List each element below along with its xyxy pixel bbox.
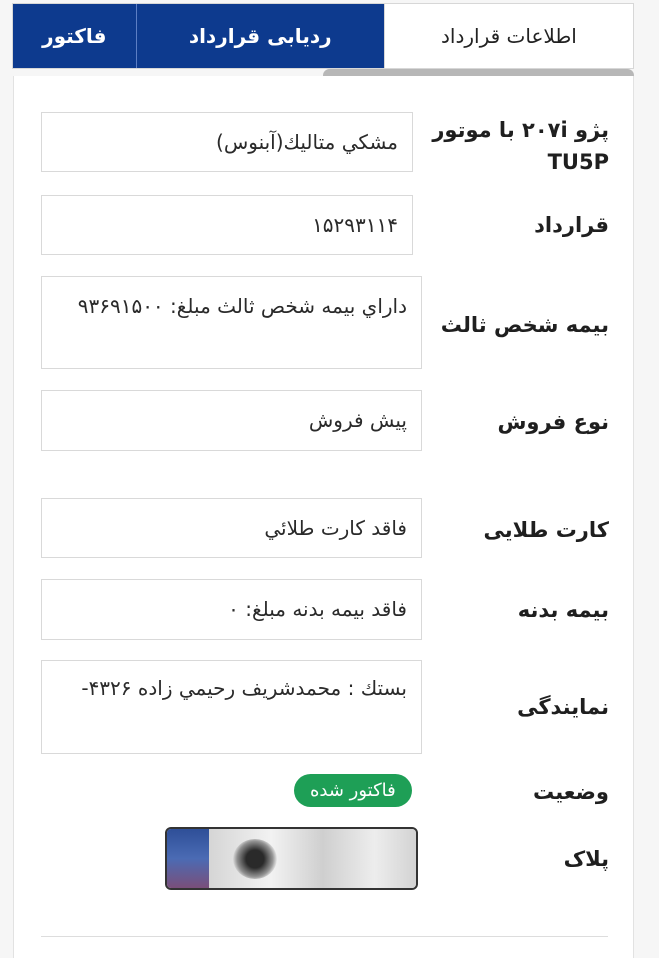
tab-contract-info[interactable] — [384, 4, 633, 68]
car-model-label: پژو ۲۰۷i با موتور TU5P — [432, 118, 609, 174]
tab-invoice-label: فاکتور — [42, 24, 107, 48]
license-plate-image — [165, 827, 418, 890]
car-color-field: مشکي متاليك(آبنوس) — [41, 112, 413, 172]
contract-details-panel — [13, 76, 634, 958]
tab-contract-tracking-label: ردیابی قرارداد — [188, 24, 332, 48]
plate-label: پلاک — [563, 847, 609, 871]
gold-card-field: فاقد كارت طلائي — [41, 498, 422, 558]
tab-contract-info-label: اطلاعات قرارداد — [441, 24, 577, 48]
sale-type-field: پيش فروش — [41, 390, 422, 451]
plate-redaction-mark — [233, 839, 277, 879]
third-party-insurance-field: داراي بيمه شخص ثالث مبلغ: ۹۳۶۹۱۵۰۰ — [41, 276, 422, 369]
tab-invoice[interactable] — [13, 4, 136, 68]
tab-bar — [12, 3, 634, 69]
body-insurance-field: فاقد بيمه بدنه مبلغ: ۰ — [41, 579, 422, 640]
dealership-label: نمایندگی — [517, 695, 609, 719]
body-insurance-label: بیمه بدنه — [517, 598, 609, 622]
gold-card-label: کارت طلایی — [483, 518, 609, 542]
plate-blurred-number — [209, 829, 416, 888]
status-badge: فاکتور شده — [294, 774, 412, 807]
section-divider — [41, 936, 608, 937]
contract-number-field: ۱۵۲۹۳۱۱۴ — [41, 195, 413, 255]
dealership-field: بستك : محمدشريف رحيمي زاده ۴۳۲۶- — [41, 660, 422, 754]
status-label: وضعیت — [532, 780, 609, 804]
tab-contract-tracking[interactable] — [136, 4, 384, 68]
plate-flag-strip — [167, 829, 209, 888]
contract-label: قرارداد — [534, 213, 609, 237]
third-party-insurance-label: بیمه شخص ثالث — [440, 313, 609, 337]
sale-type-label: نوع فروش — [497, 410, 609, 434]
